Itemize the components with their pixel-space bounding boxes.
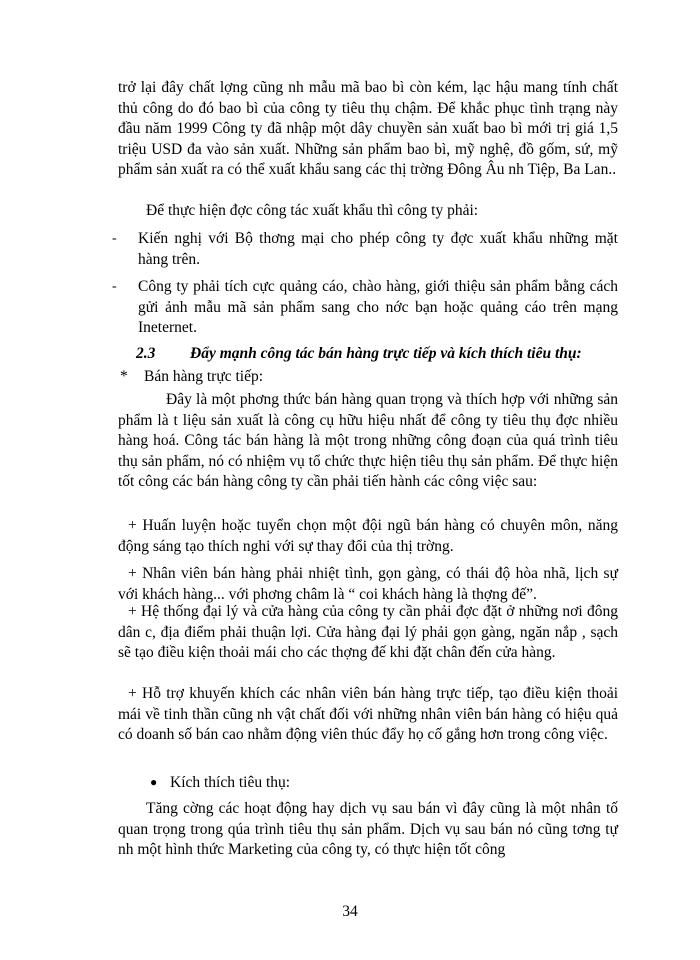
plus-list-item: + Nhân viên bán hàng phải nhiệt tình, gọn gàng, có thái độ hòa nhã, lịch sự với khách hàng... với phơng châm là “ coi khách hàng là thợng đế”. xyxy=(118,565,618,603)
dash-list-item-text: Kiến nghị với Bộ thơng mại cho phép công ty đợc xuất khẩu những mặt hàng trên. xyxy=(138,230,618,268)
section-heading xyxy=(118,344,618,365)
paragraph-direct-sales: Đây là một phơng thức bán hàng quan trọng và thích hợp với những sản phẩm là t liệu sản xuất là công cụ hữu hiệu nhất để công ty tiêu thụ đợc nhiều hàng hoá. Công tác bán hàng là một trong những công đoạn của quá trình tiêu thụ sản phẩm, nó có nhiệm vụ tổ chức thực hiện tiêu thụ sản phẩm. Để thực hiện tốt công các bán hàng công ty cần phải tiến hành các công việc sau: xyxy=(118,391,618,490)
round-bullet-icon: ● xyxy=(150,775,158,789)
paragraph-export-requirements: Để thực hiện đợc công tác xuất khẩu thì công ty phải: xyxy=(146,202,479,219)
asterisk-bullet-icon: * xyxy=(120,368,128,385)
plus-list-item: + Hệ thống đại lý và cửa hàng của công ty cần phải đợc đặt ở những nơi đông dân c, địa điểm phải thuận lợi. Cửa hàng đại lý phải gọn gàng, ngăn nắp , sạch sẽ tạo điều kiện thoải mái cho các thợng đế khi đặt chân đến cửa hàng. xyxy=(118,603,618,661)
subheading-stimulation-text: Kích thích tiêu thụ: xyxy=(170,774,291,791)
dash-bullet-icon: - xyxy=(112,279,117,294)
paragraph-stimulation: Tăng cờng các hoạt động hay dịch vụ sau bán vì đây cũng là một nhân tố quan trọng trong qúa trình tiêu thụ sản phẩm. Dịch vụ sau bán nó cũng tơng tự nh một hình thức Marketing của công ty, có thực hiện tốt công xyxy=(118,800,618,858)
dash-list-item-text: Công ty phải tích cực quảng cáo, chào hàng, giới thiệu sản phẩm bằng cách gửi ảnh mẫu mã sản phẩm sang cho nớc bạn hoặc quảng cáo trên mạng Ineternet. xyxy=(138,278,618,336)
page-number: 34 xyxy=(342,903,358,920)
paragraph-intro: trở lại đây chất lợng cũng nh mẫu mã bao bì còn kém, lạc hậu mang tính chất thủ công do đó bao bì của công ty tiêu thụ chậm. Để khắc phục tình trạng này đầu năm 1999 Công ty đã nhập một dây chuyền sản xuất bao bì mới trị giá 1,5 triệu USD đa vào sản xuất. Những sản phẩm bao bì, mỹ nghệ, đồ gốm, sứ, mỹ phẩm sản xuất ra có thể xuất khẩu sang các thị trờng Đông Âu nh Tiệp, Ba Lan.. xyxy=(118,79,618,178)
dash-list-item xyxy=(112,277,618,339)
section-number: 2.3 xyxy=(136,345,156,362)
dash-list-item xyxy=(112,229,618,271)
subheading-stimulation xyxy=(150,772,610,794)
section-title: Đẩy mạnh công tác bán hàng trực tiếp và kích thích tiêu thụ: xyxy=(190,345,582,362)
dash-bullet-icon: - xyxy=(112,231,117,246)
plus-list-item: + Huấn luyện hoặc tuyển chọn một đội ngũ bán hàng có chuyên môn, năng động sáng tạo thích nghi với sự thay đổi của thị trờng. xyxy=(118,517,618,555)
plus-list-item: + Hỗ trợ khuyến khích các nhân viên bán hàng trực tiếp, tạo điều kiện thoải mái về tinh thần cũng nh vật chất đối với những nhân viên bán hàng có hiệu quả có doanh số bán cao nhằm động viên thúc đẩy họ cố gắng hơn trong công việc. xyxy=(118,685,618,743)
subheading-direct-sales-text: Bán hàng trực tiếp: xyxy=(144,368,264,385)
subheading-direct-sales xyxy=(118,367,618,388)
